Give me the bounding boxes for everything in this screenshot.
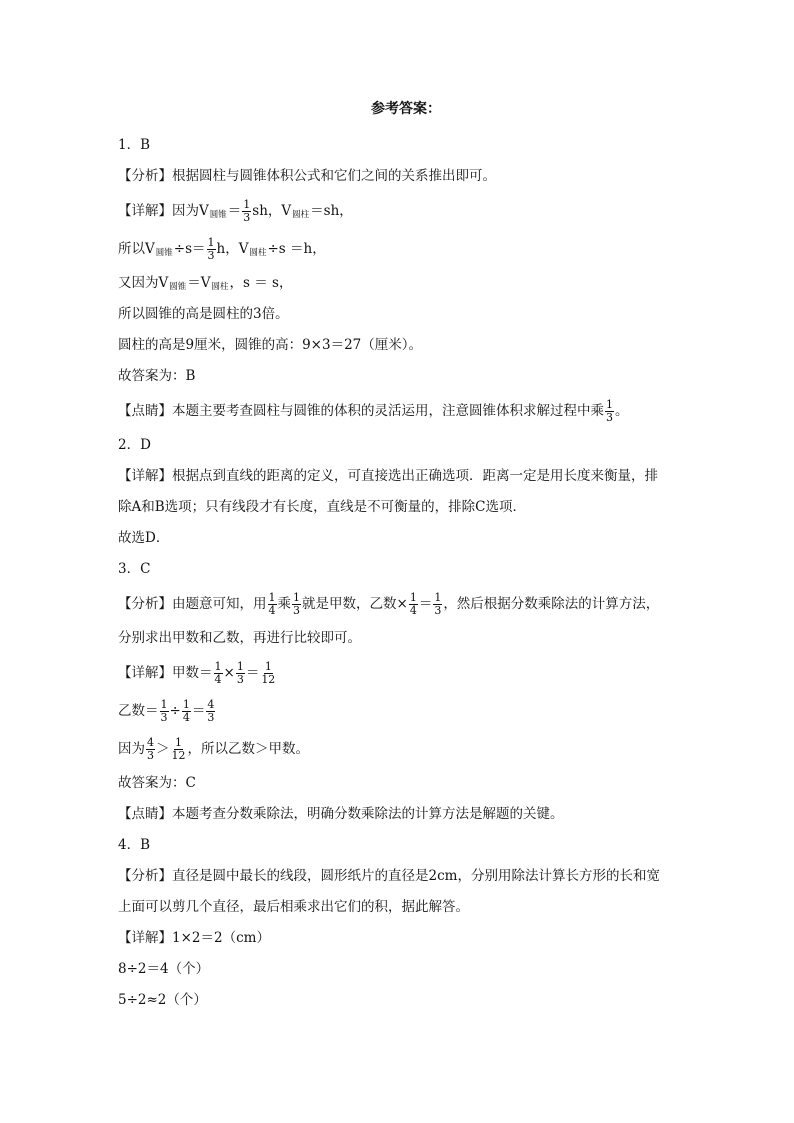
fraction-1-4 (214, 661, 223, 686)
q4-step-2: 5÷2≈2（个） (118, 992, 207, 1008)
fraction-numerator: 1 (236, 659, 244, 673)
text-segment: 。 (615, 402, 629, 419)
fraction-numerator: 1 (243, 197, 251, 211)
subscript-cone: 圆锥 (209, 209, 227, 220)
equals-sign: ＝ (191, 702, 206, 719)
fraction-numerator: 1 (293, 590, 300, 604)
text-segment: 直径是圆中最长的线段，圆形纸片的直径是2cm，分别用除法计算长方形的长和宽 (172, 868, 660, 884)
text-segment: ，所以乙数＞甲数。 (187, 740, 309, 757)
q4-step-1: 8÷2＝4（个） (118, 961, 210, 977)
text-segment: 因为V (172, 202, 209, 219)
fraction-1-4 (182, 699, 191, 724)
text-segment: ÷s＝ (173, 240, 206, 257)
q1-analysis-text: 根据圆柱与圆锥体积公式和它们之间的关系推出即可。 (172, 168, 496, 184)
fraction-denominator: 12 (171, 748, 186, 762)
analysis-tag: 【分析】 (118, 168, 172, 184)
fraction-denominator: 3 (160, 710, 168, 724)
fraction-1-3 (433, 592, 442, 617)
text-segment: 所以V (118, 240, 155, 257)
fraction-1-4 (409, 592, 418, 617)
fraction-denominator: 4 (182, 710, 190, 724)
text-segment: ＝ (227, 202, 242, 219)
text-segment: 由题意可知，用 (172, 595, 267, 612)
q1-head: 1．B (118, 137, 151, 153)
greater-than-sign: ＞ (156, 740, 170, 757)
q2-head: 2．D (118, 437, 151, 453)
fraction-denominator: 3 (236, 672, 244, 686)
fraction-1-3 (160, 699, 169, 724)
fraction-denominator: 4 (214, 672, 222, 686)
fraction-denominator: 4 (409, 603, 417, 617)
fraction-numerator: 1 (264, 659, 272, 673)
q1-detail-4: 所以圆锥的高是圆柱的3倍。 (118, 306, 289, 322)
analysis-tag: 【分析】 (118, 868, 172, 884)
text-segment: 又因为V (118, 275, 169, 291)
q2-detail-1 (118, 461, 694, 492)
detail-tag: 【详解】 (118, 664, 172, 681)
fraction-denominator: 3 (243, 210, 251, 224)
fraction-numerator: 1 (160, 697, 168, 711)
fraction-denominator: 12 (261, 672, 276, 686)
fraction-denominator: 4 (268, 603, 276, 617)
q3-analysis-2: 分别求出甲数和乙数，再进行比较即可。 (118, 630, 361, 646)
text-segment: ，s ＝ s， (229, 275, 293, 291)
analysis-tag: 【分析】 (118, 595, 172, 612)
fraction-numerator: 1 (409, 590, 417, 604)
q4-detail (118, 923, 694, 954)
text-segment: ＝sh， (310, 202, 353, 219)
text-segment: 乙数＝ (118, 702, 159, 719)
fraction-1-3 (236, 661, 245, 686)
fraction-numerator: 4 (207, 697, 215, 711)
fraction-4-3 (146, 737, 155, 762)
subscript-cone: 圆锥 (155, 247, 173, 258)
fraction-1-4 (268, 592, 277, 617)
fraction-1-12 (260, 661, 276, 686)
subscript-cylinder: 圆柱 (249, 247, 267, 258)
text-segment: h，V (216, 240, 249, 257)
q4-analysis-1 (118, 861, 694, 892)
q2-answer: 故选D． (118, 530, 170, 546)
q3-head: 3．C (118, 561, 151, 577)
fraction-numerator: 1 (214, 659, 222, 673)
fraction-1-12 (171, 737, 187, 762)
remark-tag: 【点睛】 (118, 402, 172, 419)
fraction-1-3 (292, 592, 301, 617)
q4-analysis-2: 上面可以剪几个直径，最后相乘求出它们的积，据此解答。 (118, 899, 469, 915)
fraction-numerator: 4 (147, 735, 154, 749)
subscript-cylinder: 圆柱 (292, 209, 310, 220)
fraction-1-3 (242, 199, 251, 224)
times-sign: × (223, 664, 235, 681)
text-segment: 1×2＝2（cm） (172, 930, 270, 946)
detail-tag: 【详解】 (118, 202, 172, 219)
detail-tag: 【详解】 (118, 930, 172, 946)
text-segment: ＝V (187, 275, 211, 291)
q1-answer: 故答案为：B (118, 368, 196, 384)
text-segment: 就是甲数，乙数× (302, 595, 408, 612)
q1-remark (118, 392, 694, 430)
q3-analysis-1 (118, 585, 694, 623)
text-segment: 根据点到直线的距离的定义，可直接选出正确选项．距离一定是用长度来衡量，排 (172, 468, 658, 484)
q4-head: 4．B (118, 837, 151, 853)
q3-answer: 故答案为：C (118, 775, 196, 791)
text-segment: 因为 (118, 740, 145, 757)
q3-detail-2 (118, 692, 694, 730)
divide-sign: ÷ (169, 702, 181, 719)
equals-sign: ＝ (245, 664, 260, 681)
detail-tag: 【详解】 (118, 468, 172, 484)
q1-detail-3 (118, 268, 694, 299)
subscript-cylinder: 圆柱 (211, 282, 229, 292)
q1-detail-5: 圆柱的高是9厘米，圆锥的高：9×3＝27（厘米）。 (118, 337, 423, 353)
fraction-numerator: 1 (182, 697, 190, 711)
fraction-denominator: 3 (606, 410, 613, 424)
q2-detail-2: 除A和B选项；只有线段才有长度，直线是不可衡量的，排除C选项． (118, 499, 526, 515)
fraction-numerator: 1 (207, 235, 215, 249)
text-segment: 甲数＝ (172, 664, 213, 681)
text-segment: ，然后根据分数乘除法的计算方法， (443, 595, 660, 612)
q3-detail-1 (118, 654, 694, 692)
subscript-cone: 圆锥 (169, 282, 187, 292)
q1-detail-1 (118, 192, 694, 230)
q3-remark (118, 799, 694, 830)
text-segment: 本题考查分数乘除法，明确分数乘除法的计算方法是解题的关键。 (172, 806, 564, 822)
fraction-denominator: 3 (147, 748, 154, 762)
fraction-numerator: 1 (606, 397, 613, 411)
fraction-denominator: 3 (293, 603, 300, 617)
fraction-denominator: 3 (207, 248, 215, 262)
fraction-numerator: 1 (175, 735, 182, 749)
fraction-1-3 (605, 399, 614, 424)
text-segment: ＝ (418, 595, 433, 612)
page-title: 参考答案： (371, 101, 441, 117)
fraction-denominator: 3 (207, 710, 215, 724)
q1-detail-2 (118, 230, 694, 268)
q1-remark-text: 本题主要考查圆柱与圆锥的体积的灵活运用，注意圆锥体积求解过程中乘 (172, 402, 604, 419)
fraction-1-3 (207, 237, 216, 262)
text-segment: ÷s ＝h， (267, 240, 326, 257)
remark-tag: 【点睛】 (118, 806, 172, 822)
fraction-denominator: 3 (434, 603, 442, 617)
fraction-4-3 (206, 699, 215, 724)
q1-analysis (118, 161, 694, 192)
fraction-numerator: 1 (268, 590, 276, 604)
text-segment: 乘 (277, 595, 291, 612)
q3-detail-3 (118, 730, 694, 768)
fraction-numerator: 1 (434, 590, 442, 604)
text-segment: sh，V (252, 202, 292, 219)
